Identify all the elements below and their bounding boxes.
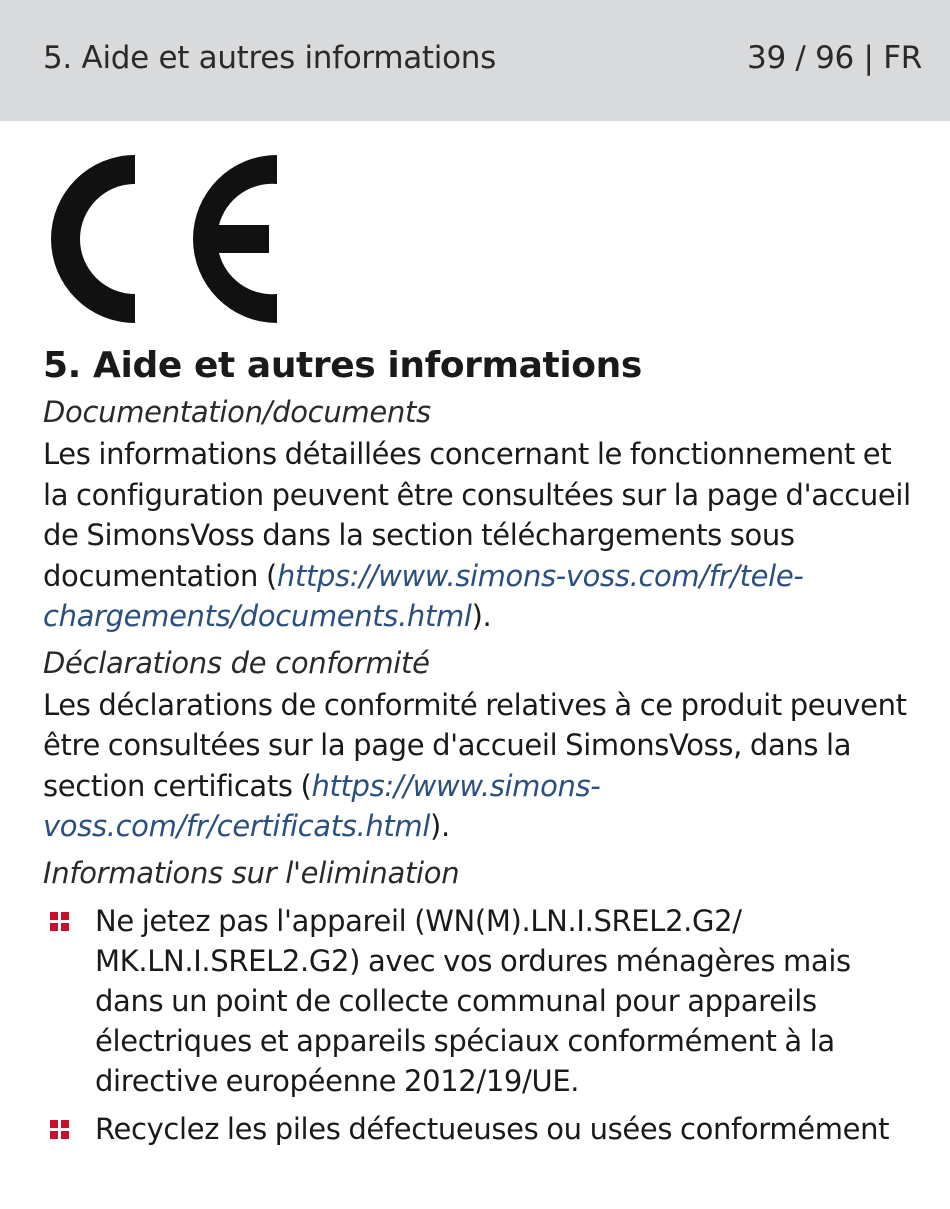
conformity-text: Les déclarations de conformité relatives à ce produit peuvent être consultées sur la page d'accueil SimonsVoss, dans la section certificats ( — [43, 687, 907, 803]
documentation-after: ). — [471, 599, 492, 633]
documentation-subheading: Documentation/documents — [43, 395, 431, 429]
documentation-paragraph — [43, 434, 920, 637]
header-page-number: 39 / 96 | FR — [747, 40, 922, 76]
disposal-bullet-text: Recyclez les piles défectueuses ou usées conformément — [95, 1111, 890, 1146]
page-header — [0, 0, 950, 121]
conformity-paragraph — [43, 685, 920, 847]
documentation-text: Les informations détaillées concernant le fonctionnement et la configuration peuvent être consultées sur la page d'accueil de SimonsVoss dans la section téléchargements sous documentation ( — [43, 437, 911, 593]
section-heading: 5. Aide et autres informations — [43, 345, 642, 386]
bullet-squares-icon — [50, 1120, 70, 1140]
list-item — [43, 901, 920, 1101]
conformity-link[interactable]: https://www.simons-voss.com/fr/certificats.html — [43, 768, 601, 843]
documentation-link[interactable]: https://www.simons-voss.com/fr/tele-chargements/documents.html — [43, 558, 804, 633]
bullet-squares-icon — [50, 912, 70, 932]
disposal-list — [43, 901, 920, 1149]
conformity-subheading: Déclarations de conformité — [43, 645, 430, 680]
conformity-after: ). — [430, 809, 450, 843]
disposal-subheading: Informations sur l'elimination — [43, 855, 460, 890]
ce-mark-icon — [43, 155, 279, 323]
header-section-title: 5. Aide et autres informations — [43, 40, 496, 76]
list-item — [43, 1109, 920, 1149]
disposal-bullet-text: Ne jetez pas l'appareil (WN(M).LN.I.SREL2.G2/ MK.LN.I.SREL2.G2) avec vos ordures ménagères mais dans un point de collecte communal pour appareils électriques et appareils spéciaux conformément à la directive européenne 2012/19/UE. — [95, 903, 851, 1098]
page-content — [0, 155, 950, 1149]
